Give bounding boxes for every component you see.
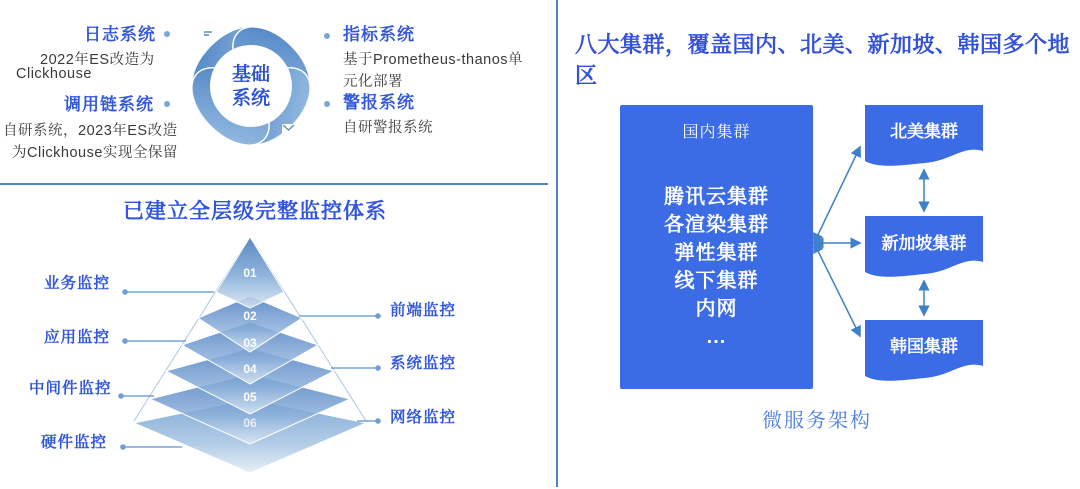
pyramid-label-middleware: 中间件监控 bbox=[29, 380, 112, 397]
flag-korea bbox=[865, 320, 983, 381]
pyramid-label-hardware: 硬件监控 bbox=[41, 434, 108, 451]
core-systems-swirl-graphic bbox=[183, 12, 319, 162]
log-system-title: 日志系统 bbox=[84, 25, 156, 44]
cluster-item: 各渲染集群 bbox=[664, 214, 769, 236]
swirl-center-circle bbox=[210, 45, 292, 127]
people-icon bbox=[197, 126, 210, 137]
trace-system-desc-2: 为Clickhouse实现全保留 bbox=[12, 145, 178, 161]
level-number-01: 01 bbox=[243, 266, 257, 280]
level-number-05: 05 bbox=[243, 390, 257, 404]
level-number-02: 02 bbox=[243, 309, 257, 323]
core-system-label-line1: 基础 bbox=[231, 64, 271, 85]
document-icon bbox=[201, 28, 215, 40]
cluster-item: 线下集群 bbox=[674, 270, 759, 292]
pyramid-label-network: 网络监控 bbox=[390, 409, 457, 426]
microservice-caption: 微服务架构 bbox=[762, 410, 872, 432]
metric-dot-icon bbox=[324, 33, 330, 39]
flag-singapore bbox=[865, 216, 983, 277]
trace-system-title: 调用链系统 bbox=[64, 95, 154, 114]
level-number-06: 06 bbox=[243, 416, 257, 430]
pyramid-label-application: 应用监控 bbox=[44, 329, 111, 346]
mail-icon bbox=[282, 124, 295, 134]
pyramid-label-business: 业务监控 bbox=[44, 275, 111, 292]
cluster-item: 弹性集群 bbox=[674, 242, 759, 264]
clusters-title: 八大集群，覆盖国内、北美、新加坡、韩国多个地区 bbox=[575, 32, 1071, 88]
level-number-03: 03 bbox=[243, 336, 257, 350]
cluster-item: 内网 bbox=[695, 298, 738, 320]
cluster-item-ellipsis: ... bbox=[706, 326, 727, 348]
metric-system-desc-2: 元化部署 bbox=[343, 74, 403, 90]
region-flags bbox=[865, 105, 983, 381]
pyramid-label-system: 系统监控 bbox=[390, 355, 457, 372]
cluster-item: 腾讯云集群 bbox=[664, 186, 769, 208]
metric-system-desc-1: 基于Prometheus-thanos单 bbox=[343, 52, 524, 68]
trace-system-desc-1: 自研系统，2023年ES改造 bbox=[3, 123, 178, 139]
metric-system-title: 指标系统 bbox=[343, 25, 415, 44]
alert-dot-icon bbox=[324, 101, 330, 107]
log-system-desc-2: Clickhouse bbox=[16, 66, 92, 82]
flag-label-north-america: 北美集群 bbox=[890, 122, 958, 141]
level-number-04: 04 bbox=[243, 362, 257, 376]
domestic-cluster-header: 国内集群 bbox=[682, 124, 751, 141]
trace-dot-icon bbox=[164, 101, 170, 107]
horizontal-divider bbox=[0, 183, 548, 185]
alert-system-desc-1: 自研警报系统 bbox=[343, 120, 433, 136]
pyramid-title: 已建立全层级完整监控体系 bbox=[123, 200, 387, 223]
log-system-desc-1: 2022年ES改造为 bbox=[40, 52, 155, 68]
grid-icon bbox=[282, 24, 294, 36]
pyramid-label-frontend: 前端监控 bbox=[390, 302, 457, 319]
log-dot-icon bbox=[164, 31, 170, 37]
flag-label-korea: 韩国集群 bbox=[890, 337, 958, 356]
flag-north-america bbox=[865, 105, 983, 166]
alert-system-title: 警报系统 bbox=[343, 93, 415, 112]
flag-label-singapore: 新加坡集群 bbox=[881, 234, 967, 253]
core-system-label-line2: 系统 bbox=[231, 88, 271, 109]
